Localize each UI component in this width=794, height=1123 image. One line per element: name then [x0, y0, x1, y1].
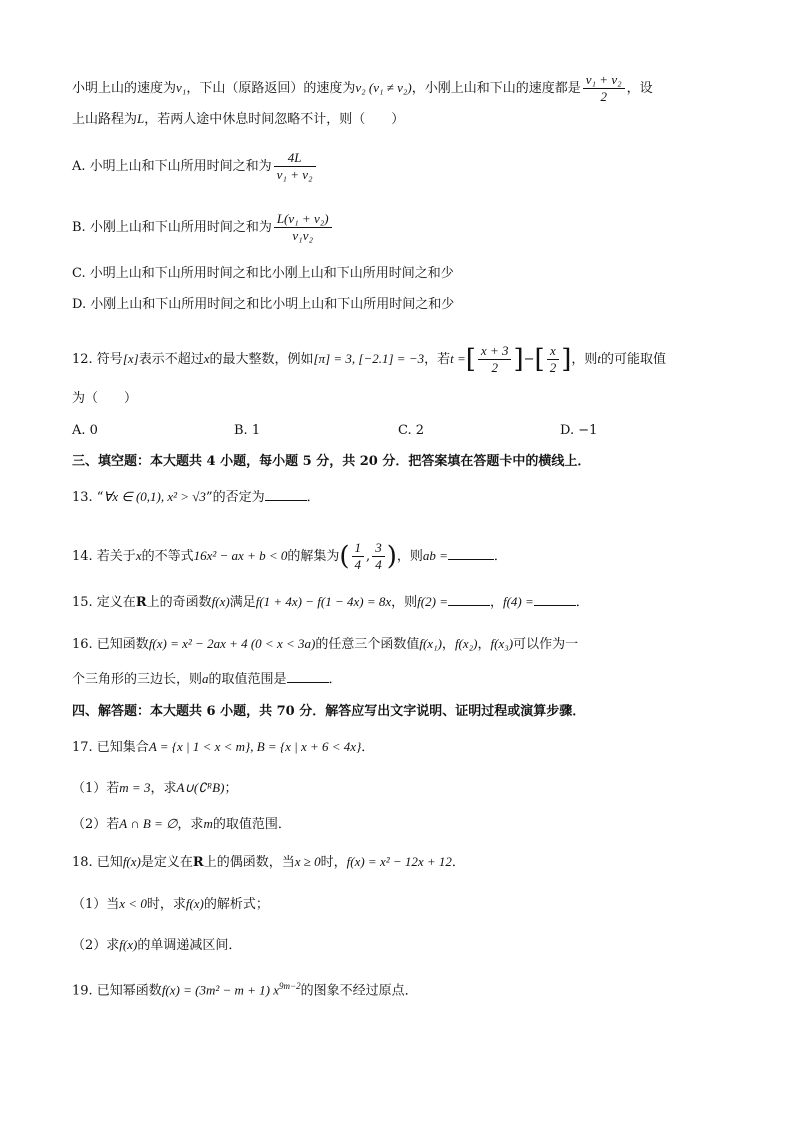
q16-fx3: f(x₃) [490, 636, 514, 651]
fraction-denominator: 4 [375, 557, 382, 572]
q19-exponent: 9m−2 [279, 981, 301, 991]
q15-text: ，则 [391, 595, 418, 610]
fraction-numerator: 1 [352, 540, 365, 557]
q15-f4: f(4) = [502, 594, 534, 609]
fraction-numerator: 4L [274, 150, 316, 167]
q13-proposition: ∀x ∈ (0,1), x² > √3 [103, 489, 206, 504]
q15-text: 上的奇函数 [146, 595, 212, 610]
q12-fraction-2 [547, 343, 560, 376]
q17-text: （1）若 [72, 781, 120, 796]
q12-text: 的最大整数，例如 [209, 352, 314, 367]
q18-R: R [192, 855, 204, 870]
fraction-denominator: 2 [600, 89, 607, 104]
q17-text: （2）若 [72, 817, 120, 832]
q11-v2-condition: v₂ (v₁ ≠ v₂) [355, 80, 412, 95]
q11-option-d [72, 296, 722, 314]
q11-v1: v₁ [176, 80, 187, 95]
q17-text: 17. 已知集合 [72, 740, 149, 755]
q18-text: 的解析式； [203, 897, 269, 912]
q11-avg-speed-fraction [583, 72, 625, 105]
q16-line1 [72, 635, 722, 654]
q19-expression: f(x) = (3m² − m + 1) x [161, 982, 280, 998]
section-3-heading: 三、填空题：本大题共 4 小题，每小题 5 分，共 20 分．把答案填在答题卡中的横线上． [72, 454, 591, 469]
q12-text: 为（ ） [72, 391, 138, 406]
section-4-heading: 四、解答题：本大题共 6 小题，共 70 分．解答应写出文字说明、证明过程或演算步骤． [72, 704, 586, 719]
q14-text: 的不等式 [141, 549, 194, 564]
q16-text: ， [441, 637, 455, 652]
q16-text: 可以作为一 [513, 637, 579, 652]
q16-text: 个三角形的三边长，则 [72, 672, 203, 687]
q11-option-a-fraction [274, 150, 316, 183]
q17-part2 [72, 815, 722, 834]
option-text: C. 小明上山和下山所用时间之和比小刚上山和下山所用时间之和少 [72, 266, 454, 281]
q17-m: m [203, 816, 213, 831]
q17-part1 [72, 779, 722, 798]
q12-option-c: C. 2 [398, 423, 425, 438]
q14-text: ，则 [396, 549, 423, 564]
q12-x: x [203, 351, 210, 366]
q14-x: x [135, 548, 142, 563]
fraction-denominator: v₁ + v₂ [276, 167, 313, 182]
right-bracket: ] [561, 344, 572, 375]
fraction-numerator: 3 [372, 540, 385, 557]
q12-option-d: D. −1 [560, 423, 598, 438]
option-text: D. 小刚上山和下山所用时间之和比小明上山和下山所用时间之和少 [72, 297, 455, 312]
q17-expression: A∪(∁ᴿB) [176, 780, 225, 795]
q14-text: 14. 若关于 [72, 549, 136, 564]
q12-example: [π] = 3, [−2.1] = −3 [313, 351, 425, 366]
q11-option-b [72, 211, 722, 244]
q11-text: 小明上山的速度为 [72, 81, 177, 96]
q18-condition: x < 0 [119, 896, 147, 911]
fraction-numerator: v₁ + v₂ [583, 72, 625, 89]
q18-text: 的单调递减区间． [137, 938, 242, 953]
q17 [72, 738, 722, 757]
q12-text: 的可能取值 [600, 352, 666, 367]
q11-stem-line2 [72, 110, 722, 129]
q14-inequality: 16x² − ax + b < 0 [193, 548, 288, 563]
q18-fx: f(x) [119, 937, 138, 952]
fraction-numerator: x [547, 343, 560, 360]
q12-text: 12. 符号 [72, 352, 123, 367]
q16-text: ， [477, 637, 491, 652]
q18-fx: f(x) [185, 896, 204, 911]
option-text: A. 小明上山和下山所用时间之和为 [72, 159, 272, 174]
q13-text: 13. “ [72, 490, 104, 505]
q18-text: （2）求 [72, 938, 120, 953]
q17-expression: A ∩ B = ∅ [119, 816, 178, 831]
q14-fraction-2 [372, 540, 385, 573]
q18-text: （1）当 [72, 897, 120, 912]
fraction-denominator: 4 [354, 557, 362, 572]
q15-R: R [135, 595, 147, 610]
q17-text: ； [224, 781, 238, 796]
q18-part1 [72, 895, 722, 914]
q14-fraction-1 [352, 540, 365, 573]
q15-text: ， [489, 595, 503, 610]
fraction-numerator: L(v₁ + v₂) [274, 211, 332, 228]
q16-function: f(x) = x² − 2ax + 4 (0 < x < 3a) [148, 636, 316, 651]
q16-text: 的取值范围是 [208, 672, 287, 687]
q13-text: ． [306, 490, 320, 505]
q11-option-c [72, 265, 722, 283]
q11-option-a [72, 150, 722, 183]
answer-blank [265, 500, 307, 501]
q12-t: t = [450, 351, 466, 366]
q18-text: 18. 已知 [72, 855, 123, 870]
q18 [72, 853, 722, 872]
q17-sets: A = {x | 1 < x < m}, B = {x | x + 6 < 4x} [148, 739, 362, 754]
option-text: B. 小刚上山和下山所用时间之和为 [72, 220, 272, 235]
q17-text: ，求 [177, 817, 204, 832]
q14-ab: ab = [422, 548, 448, 563]
q12-text: ，若 [424, 352, 451, 367]
q16-text: 的任意三个函数值 [315, 637, 420, 652]
answer-blank [448, 559, 494, 560]
q19-text: 的图象不经过原点． [300, 983, 418, 999]
q13 [72, 488, 722, 507]
q15-text: ． [575, 595, 589, 610]
q19-text: 19. 已知幂函数 [72, 983, 162, 999]
q18-expression: f(x) = x² − 12x + 12 [346, 854, 452, 869]
q16-fx2: f(x₂) [454, 636, 478, 651]
q18-text: 上的偶函数，当 [203, 855, 295, 870]
right-bracket: ] [513, 344, 524, 375]
left-paren: ( [339, 541, 350, 572]
q18-text: 时， [320, 855, 347, 870]
left-bracket: [ [534, 344, 545, 375]
q18-fx: f(x) [122, 854, 141, 869]
answer-blank [287, 682, 329, 683]
q12-text: ，则 [571, 352, 598, 367]
q11-text: 上山路程为 [72, 112, 138, 127]
q11-option-b-fraction [274, 211, 332, 244]
answer-blank [534, 605, 576, 606]
q16-line2 [72, 670, 722, 689]
q15-equation: f(1 + 4x) − f(1 − 4x) = 8x [255, 594, 392, 609]
q14-text: ． [493, 549, 507, 564]
minus-sign: − [523, 352, 535, 367]
q11-L: L [137, 111, 145, 126]
q12-fraction-1 [478, 343, 512, 376]
left-bracket: [ [465, 344, 476, 375]
q16-text: 16. 已知函数 [72, 637, 149, 652]
q14: 14. 若关于x的不等式16x² − ax + b < 0的解集为( $\frac{1}{4}$ , $\frac{3}{4}$ )，则ab = ． [72, 540, 507, 572]
q17-text: 的取值范围． [212, 817, 291, 832]
fraction-denominator: 2 [549, 360, 557, 375]
q15 [72, 593, 722, 612]
q16-a: a [202, 671, 209, 686]
q12-stem-line2 [72, 390, 722, 408]
q18-text: 时，求 [146, 897, 186, 912]
q11-text: ，设 [626, 81, 653, 96]
q11-text: ，若两人途中休息时间忽略不计，则（ ） [144, 112, 405, 127]
q18-text: 是定义在 [140, 855, 193, 870]
fraction-denominator: v₁v₂ [292, 228, 313, 243]
q12-option-b: B. 1 [234, 423, 261, 438]
q11-text: ，下山（原路返回）的速度为 [186, 81, 356, 96]
right-paren: ) [386, 541, 397, 572]
q15-f2: f(2) = [417, 594, 448, 609]
q11-text: ，小刚上山和下山的速度都是 [411, 81, 581, 96]
q11-stem-line1 [72, 72, 722, 105]
q12-options [72, 422, 722, 440]
q18-text: ． [451, 855, 465, 870]
q14-text: 的解集为 [287, 549, 340, 564]
q17-text: ． [361, 740, 375, 755]
q15-fx: f(x) [211, 594, 230, 609]
fraction-denominator: 2 [491, 360, 498, 375]
q12-text: 表示不超过 [138, 352, 204, 367]
q18-part2 [72, 936, 722, 955]
q16-text: ． [328, 672, 342, 687]
q12-floor-symbol: [x] [122, 351, 139, 366]
q19 [72, 977, 722, 1000]
fraction-numerator: x + 3 [478, 343, 512, 360]
q17-m-value: m = 3 [119, 780, 151, 795]
q12-t: t [597, 351, 601, 366]
q17-text: ，求 [150, 781, 177, 796]
q18-condition: x ≥ 0 [294, 854, 321, 869]
q13-text: ”的否定为 [205, 490, 265, 505]
q16-fx1: f(x₁) [419, 636, 442, 651]
q12-stem-line1 [72, 343, 722, 376]
q15-text: 满足 [229, 595, 256, 610]
answer-blank [448, 605, 490, 606]
q12-option-a: A. 0 [72, 423, 98, 438]
q15-text: 15. 定义在 [72, 595, 136, 610]
